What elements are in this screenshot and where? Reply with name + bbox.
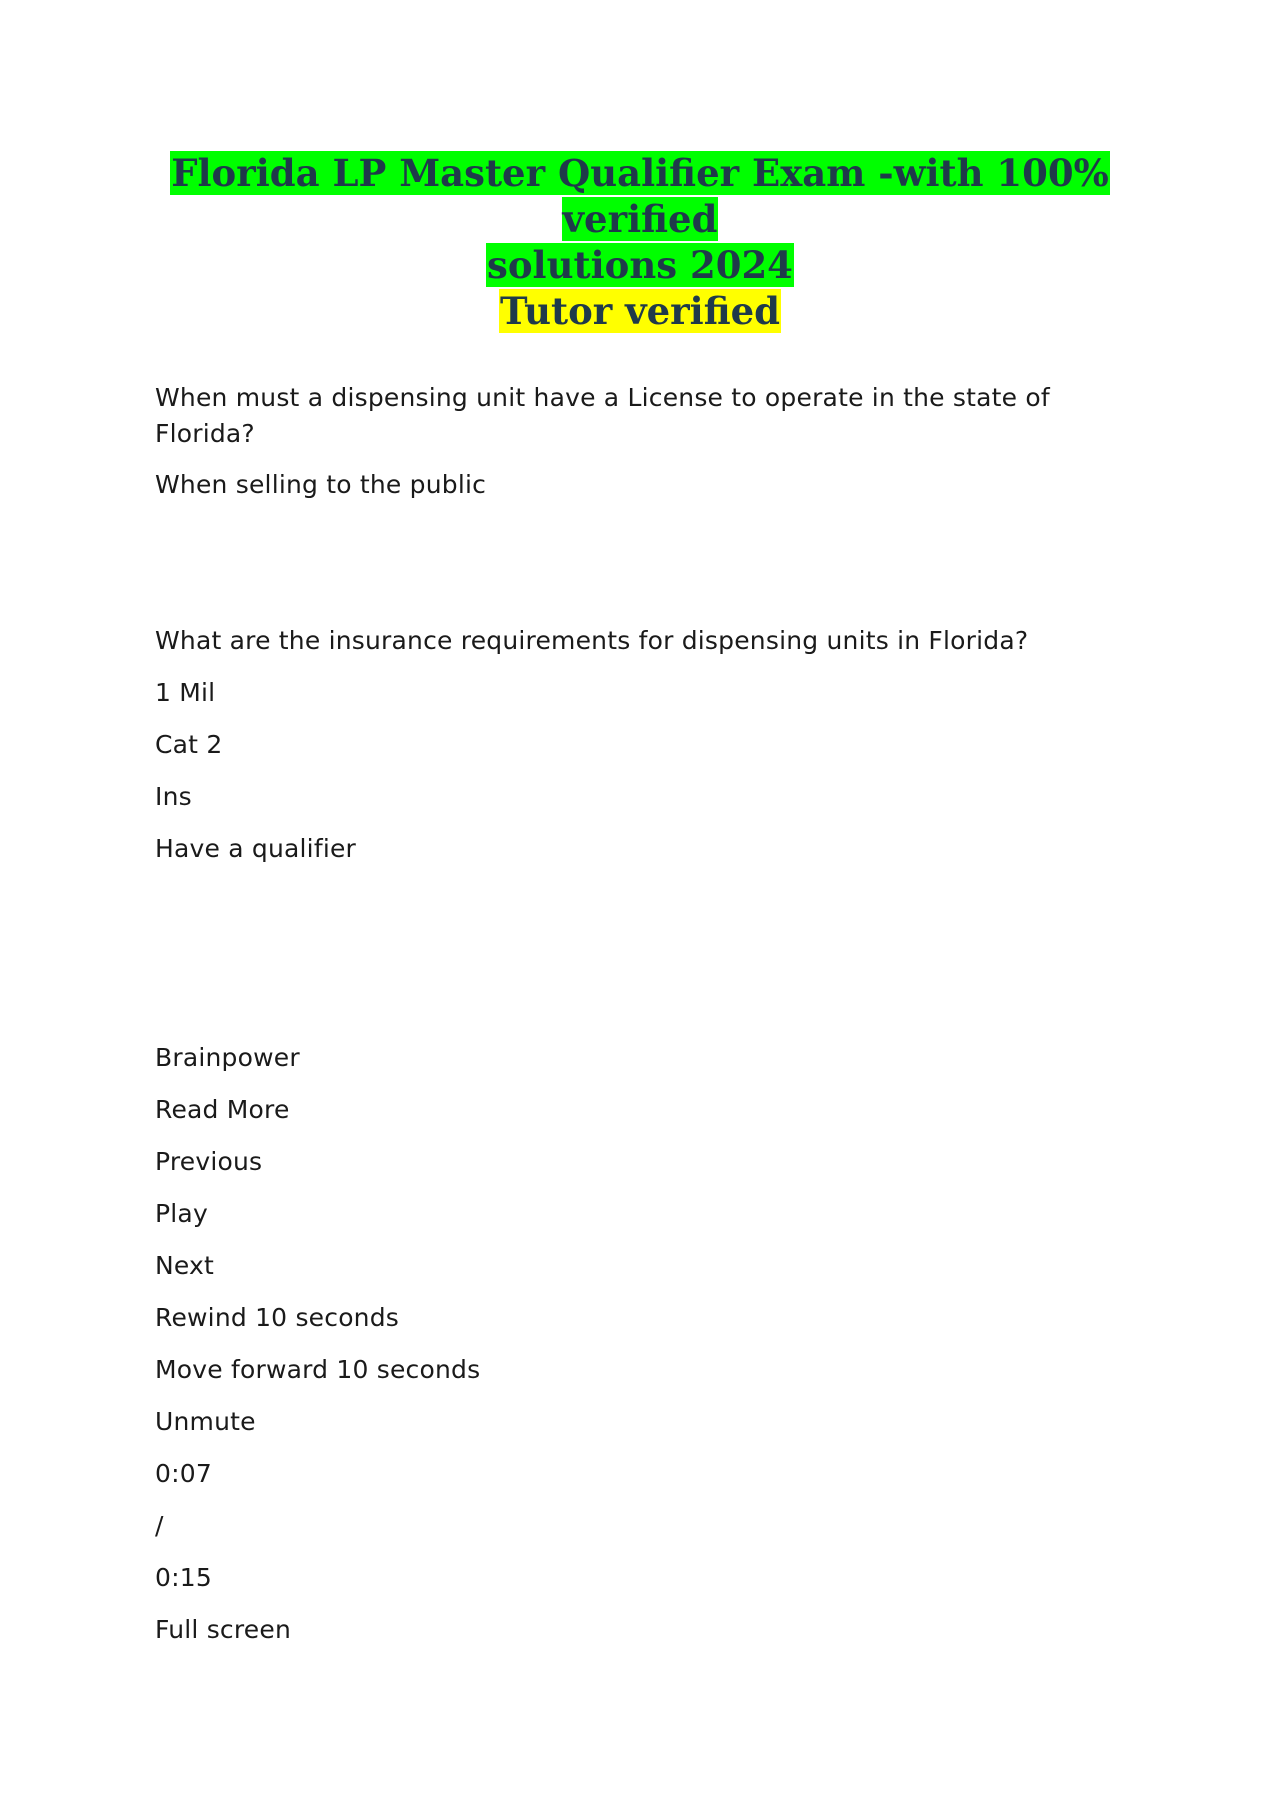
player-text-brainpower: Brainpower [155,1043,300,1072]
player-text-previous: Previous [155,1147,263,1176]
answer-1: When selling to the public [155,470,487,499]
answer-2-line-1: 1 Mil [155,678,216,707]
title-highlight [170,151,1110,287]
answer-2-line-4: Have a qualifier [155,834,357,863]
player-text-duration: 0:15 [155,1563,212,1592]
question-2: What are the insurance requirements for dispensing units in Florida? [155,626,1029,655]
player-text-separator: / [155,1511,164,1540]
player-text-next: Next [155,1251,215,1280]
question-1: When must a dispensing unit have a License to operate in the state of Florida? [155,383,1050,448]
answer-2-line-3: Ins [155,782,192,811]
player-text-forward: Move forward 10 seconds [155,1355,481,1384]
player-text-unmute: Unmute [155,1407,256,1436]
answer-2-line-2: Cat 2 [155,730,223,759]
player-text-full-screen: Full screen [155,1615,292,1644]
title-line-1: Florida LP Master Qualifier Exam -with 100% verified [171,151,1109,241]
player-text-play: Play [155,1199,208,1228]
player-text-current-time: 0:07 [155,1459,212,1488]
title-line-2: solutions 2024 [487,243,793,287]
document-title [150,150,1130,334]
player-text-rewind: Rewind 10 seconds [155,1303,400,1332]
subtitle-tutor-verified: Tutor verified [499,289,781,333]
player-text-read-more: Read More [155,1095,290,1124]
